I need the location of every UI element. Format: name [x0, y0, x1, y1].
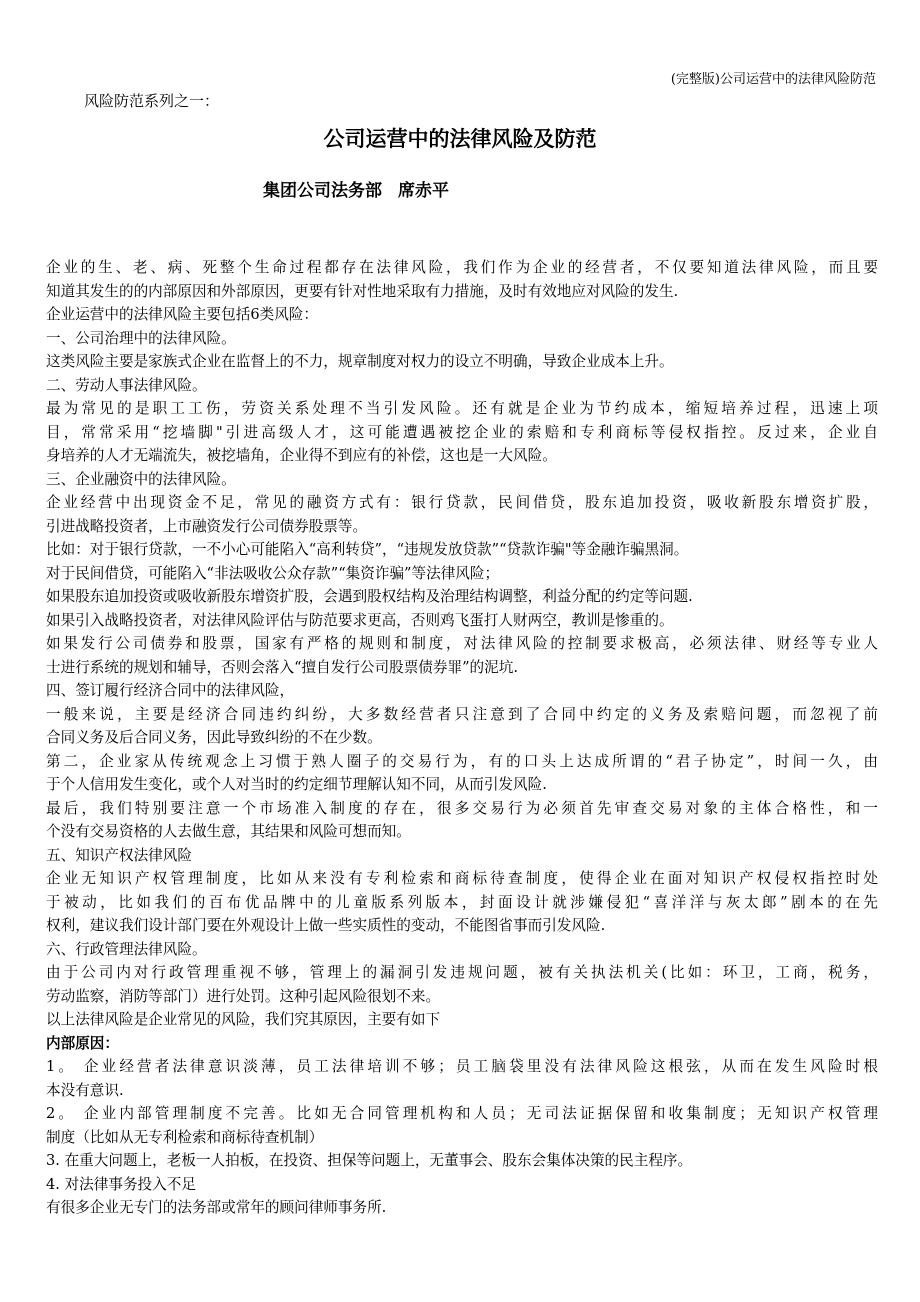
text-line: 劳动监察，消防等部门）进行处罚。这种引起风险很划不来。 [46, 987, 441, 1005]
text-line: 三、企业融资中的法律风险。 [46, 470, 236, 488]
text-line: 本没有意识. [46, 1081, 124, 1099]
text-line: 士进行系统的规划和辅导，否则会落入“擅自发行公司股票债券罪”的泥坑. [46, 658, 518, 676]
text-line: 身培养的人才无端流失，被挖墙角，企业得不到应有的补偿，这也是一大风险。 [46, 447, 557, 464]
text-line: 第二，企业家从传统观念上习惯于熟人圈子的交易行为，有的口头上达成所谓的“君子协定”，时间一久，由 [46, 752, 878, 770]
text-line: 一般来说，主要是经济合同违约纠纷，大多数经营者只注意到了合同中约定的义务及索赔问题，而忽视了前 [46, 705, 878, 723]
text-line: 制度（比如从无专利检索和商标待查机制） [46, 1128, 324, 1146]
document-title: 公司运营中的法律风险及防范 [323, 126, 597, 151]
author-line [263, 176, 449, 201]
text-line: 以上法律风险是企业常见的风险，我们究其原因，主要有如下 [46, 1011, 441, 1028]
text-line: 合同义务及后合同义务，因此导致纠纷的不在少数。 [46, 729, 382, 746]
text-line: 这类风险主要是家族式企业在监督上的不力，规章制度对权力的设立不明确，导致企业成本上升。 [46, 353, 674, 370]
author-name: 席赤平 [398, 181, 449, 201]
text-line: 3. 在重大问题上，老板一人拍板，在投资、担保等问题上，无董事会、股东会集体决策的民主程序。 [46, 1152, 693, 1169]
text-line: 企业的生、老、病、死整个生命过程都存在法律风险，我们作为企业的经营者，不仅要知道法律风险，而且要 [46, 259, 878, 276]
text-line: 于个人信用发生变化，或个人对当时的约定细节理解认知不同，从而引发风险. [46, 776, 547, 793]
text-line: 引进战略投资者，上市融资发行公司债券股票等。 [46, 517, 368, 535]
text-line: 比如：对于银行贷款，一不小心可能陷入“高利转贷”，“违规发放贷款”“贷款诈骗"等金融诈骗黑洞。 [46, 541, 689, 558]
author-department: 集团公司法务部 [263, 181, 382, 201]
text-line: 企业运营中的法律风险主要包括6类风险： [46, 306, 318, 323]
text-line: 企业经营中出现资金不足，常见的融资方式有：银行贷款，民间借贷，股东追加投资，吸收新股东增资扩股， [46, 494, 878, 511]
text-line: 由于公司内对行政管理重视不够，管理上的漏洞引发违规问题，被有关执法机关(比如：环卫，工商，税务， [46, 964, 878, 981]
text-line: 个没有交易资格的人去做生意，其结果和风险可想而知。 [46, 823, 411, 840]
text-line: 有很多企业无专门的法务部或常年的顾问律师事务所. [46, 1199, 387, 1216]
text-line: 最后，我们特别要注意一个市场准入制度的存在，很多交易行为必须首先审查交易对象的主体合格性，和一 [46, 799, 878, 817]
text-line: 于被动，比如我们的百布优品牌中的儿童版系列版本，封面设计就涉嫌侵犯“喜洋洋与灰太郎”剧本的在先 [46, 893, 878, 911]
document-body [46, 256, 878, 1220]
text-line: 二、劳动人事法律风险。 [46, 376, 207, 394]
text-line: 如果引入战略投资者，对法律风险评估与防范要求更高，否则鸡飞蛋打人财两空，教训是惨重的。 [46, 611, 674, 629]
text-line: 知道其发生的的内部原因和外部原因，更要有针对性地采取有力措施，及时有效地应对风险的发生. [46, 282, 679, 300]
text-line: 权利，建议我们设计部门要在外观设计上做一些实质性的变动，不能图省事而引发风险. [46, 917, 606, 934]
running-header: (完整版)公司运营中的法律风险防范 [670, 72, 876, 87]
text-line: 如果股东追加投资或吸收新股东增资扩股，会遇到股权结构及治理结构调整，利益分配的约定等问题. [46, 588, 693, 605]
text-line: 目，常常采用“挖墙脚"引进高级人才，这可能遭遇被挖企业的索赔和专利商标等侵权指控。反过来，企业自 [46, 423, 878, 441]
section-heading: 内部原因： [46, 1034, 119, 1052]
text-line: 四、签订履行经济合同中的法律风险， [46, 682, 295, 699]
text-line: 五、知识产权法律风险 [46, 846, 192, 864]
text-line: 一、公司治理中的法律风险。 [46, 329, 236, 347]
text-line: 六、行政管理法律风险。 [46, 940, 207, 958]
text-line: 最为常见的是职工工伤，劳资关系处理不当引发风险。还有就是企业为节约成本，缩短培养过程，迅速上项 [46, 400, 878, 417]
text-line: 企业无知识产权管理制度，比如从来没有专利检索和商标待查制度，使得企业在面对知识产权侵权指控时处 [46, 870, 878, 887]
text-line: 2。 企业内部管理制度不完善。比如无合同管理机构和人员；无司法证据保留和收集制度；无知识产权管理 [46, 1105, 878, 1122]
text-line: 1。 企业经营者法律意识淡薄，员工法律培训不够；员工脑袋里没有法律风险这根弦，从而在发生风险时根 [46, 1058, 878, 1075]
text-line: 对于民间借贷，可能陷入“非法吸收公众存款”“集资诈骗”等法律风险； [46, 564, 500, 582]
text-line: 4. 对法律事务投入不足 [46, 1175, 196, 1193]
series-label: 风险防范系列之一： [84, 92, 220, 110]
text-line: 如果发行公司债券和股票，国家有严格的规则和制度，对法律风险的控制要求极高，必须法律、财经等专业人 [46, 635, 878, 652]
